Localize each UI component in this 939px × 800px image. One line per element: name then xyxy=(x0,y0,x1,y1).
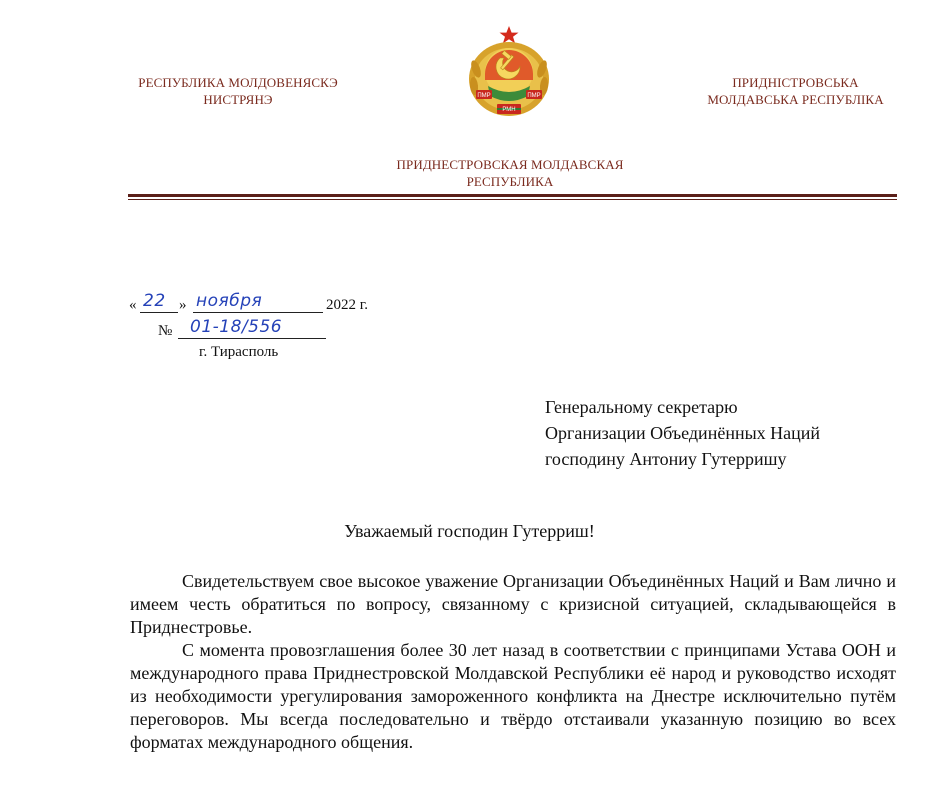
letterhead-right xyxy=(683,74,908,108)
letterhead-center-line1: ПРИДНЕСТРОВСКАЯ МОЛДАВСКАЯ xyxy=(396,157,624,172)
emblem-bottom-ribbon-text: РМН xyxy=(502,107,516,113)
recipient-line1: Генеральному секретарю xyxy=(545,397,738,417)
emblem-star-icon xyxy=(500,26,519,43)
recipient-block xyxy=(545,394,820,472)
emblem-left-ribbon-text: ПМР xyxy=(477,93,491,99)
date-month-underline xyxy=(193,312,323,313)
body-paragraph-1: Свидетельствуем свое высокое уважение Организации Объединённых Наций и Вам лично и имеем честь обратиться по вопросу, связанному с кризисной ситуацией, складывающейся в Приднестровье. xyxy=(130,571,896,637)
letterhead-left-line2: НИСТРЯНЭ xyxy=(203,92,273,107)
number-sign: № xyxy=(158,323,173,339)
letter-body xyxy=(130,570,896,754)
date-close-quote: » xyxy=(179,297,187,313)
emblem-right-ribbon-text: ПМР xyxy=(527,93,541,99)
document-number-underline xyxy=(178,338,326,339)
letterhead-right-line2: МОЛДАВСЬКА РЕСПУБЛІКА xyxy=(707,92,884,107)
document-number-handwritten: 01-18/556 xyxy=(190,317,283,337)
salutation: Уважаемый господин Гутерриш! xyxy=(344,521,595,541)
letterhead-center xyxy=(360,156,660,190)
city: г. Тирасполь xyxy=(199,344,279,360)
letterhead-left-line1: РЕСПУБЛИКА МОЛДОВЕНЯСКЭ xyxy=(138,75,338,90)
letterhead-right-line1: ПРИДНІСТРОВСЬКА xyxy=(732,75,859,90)
coat-of-arms-emblem xyxy=(462,24,556,122)
date-year: 2022 г. xyxy=(326,297,368,313)
letterhead-divider-thin xyxy=(128,199,897,200)
letterhead-center-line2: РЕСПУБЛИКА xyxy=(466,174,554,189)
letterhead-left xyxy=(118,74,358,108)
date-day-handwritten: 22 xyxy=(143,291,166,311)
body-paragraph-2: С момента провозглашения более 30 лет назад в соответствии с принципами Устава ООН и международного права Приднестровской Молдавской Республики её народ и руководство исходят из необходимости урегулирования замороженного конфликта на Днестре исключительно путём переговоров. Мы всегда последовательно и твёрдо отстаивали указанную позицию во всех форматах международного общения. xyxy=(130,640,896,752)
letterhead-divider-thick xyxy=(128,194,897,197)
date-day-underline xyxy=(140,312,178,313)
recipient-line3: господину Антониу Гутерришу xyxy=(545,449,787,469)
date-month-handwritten: ноября xyxy=(196,291,263,311)
date-open-quote: « xyxy=(129,297,137,313)
recipient-line2: Организации Объединённых Наций xyxy=(545,423,821,443)
